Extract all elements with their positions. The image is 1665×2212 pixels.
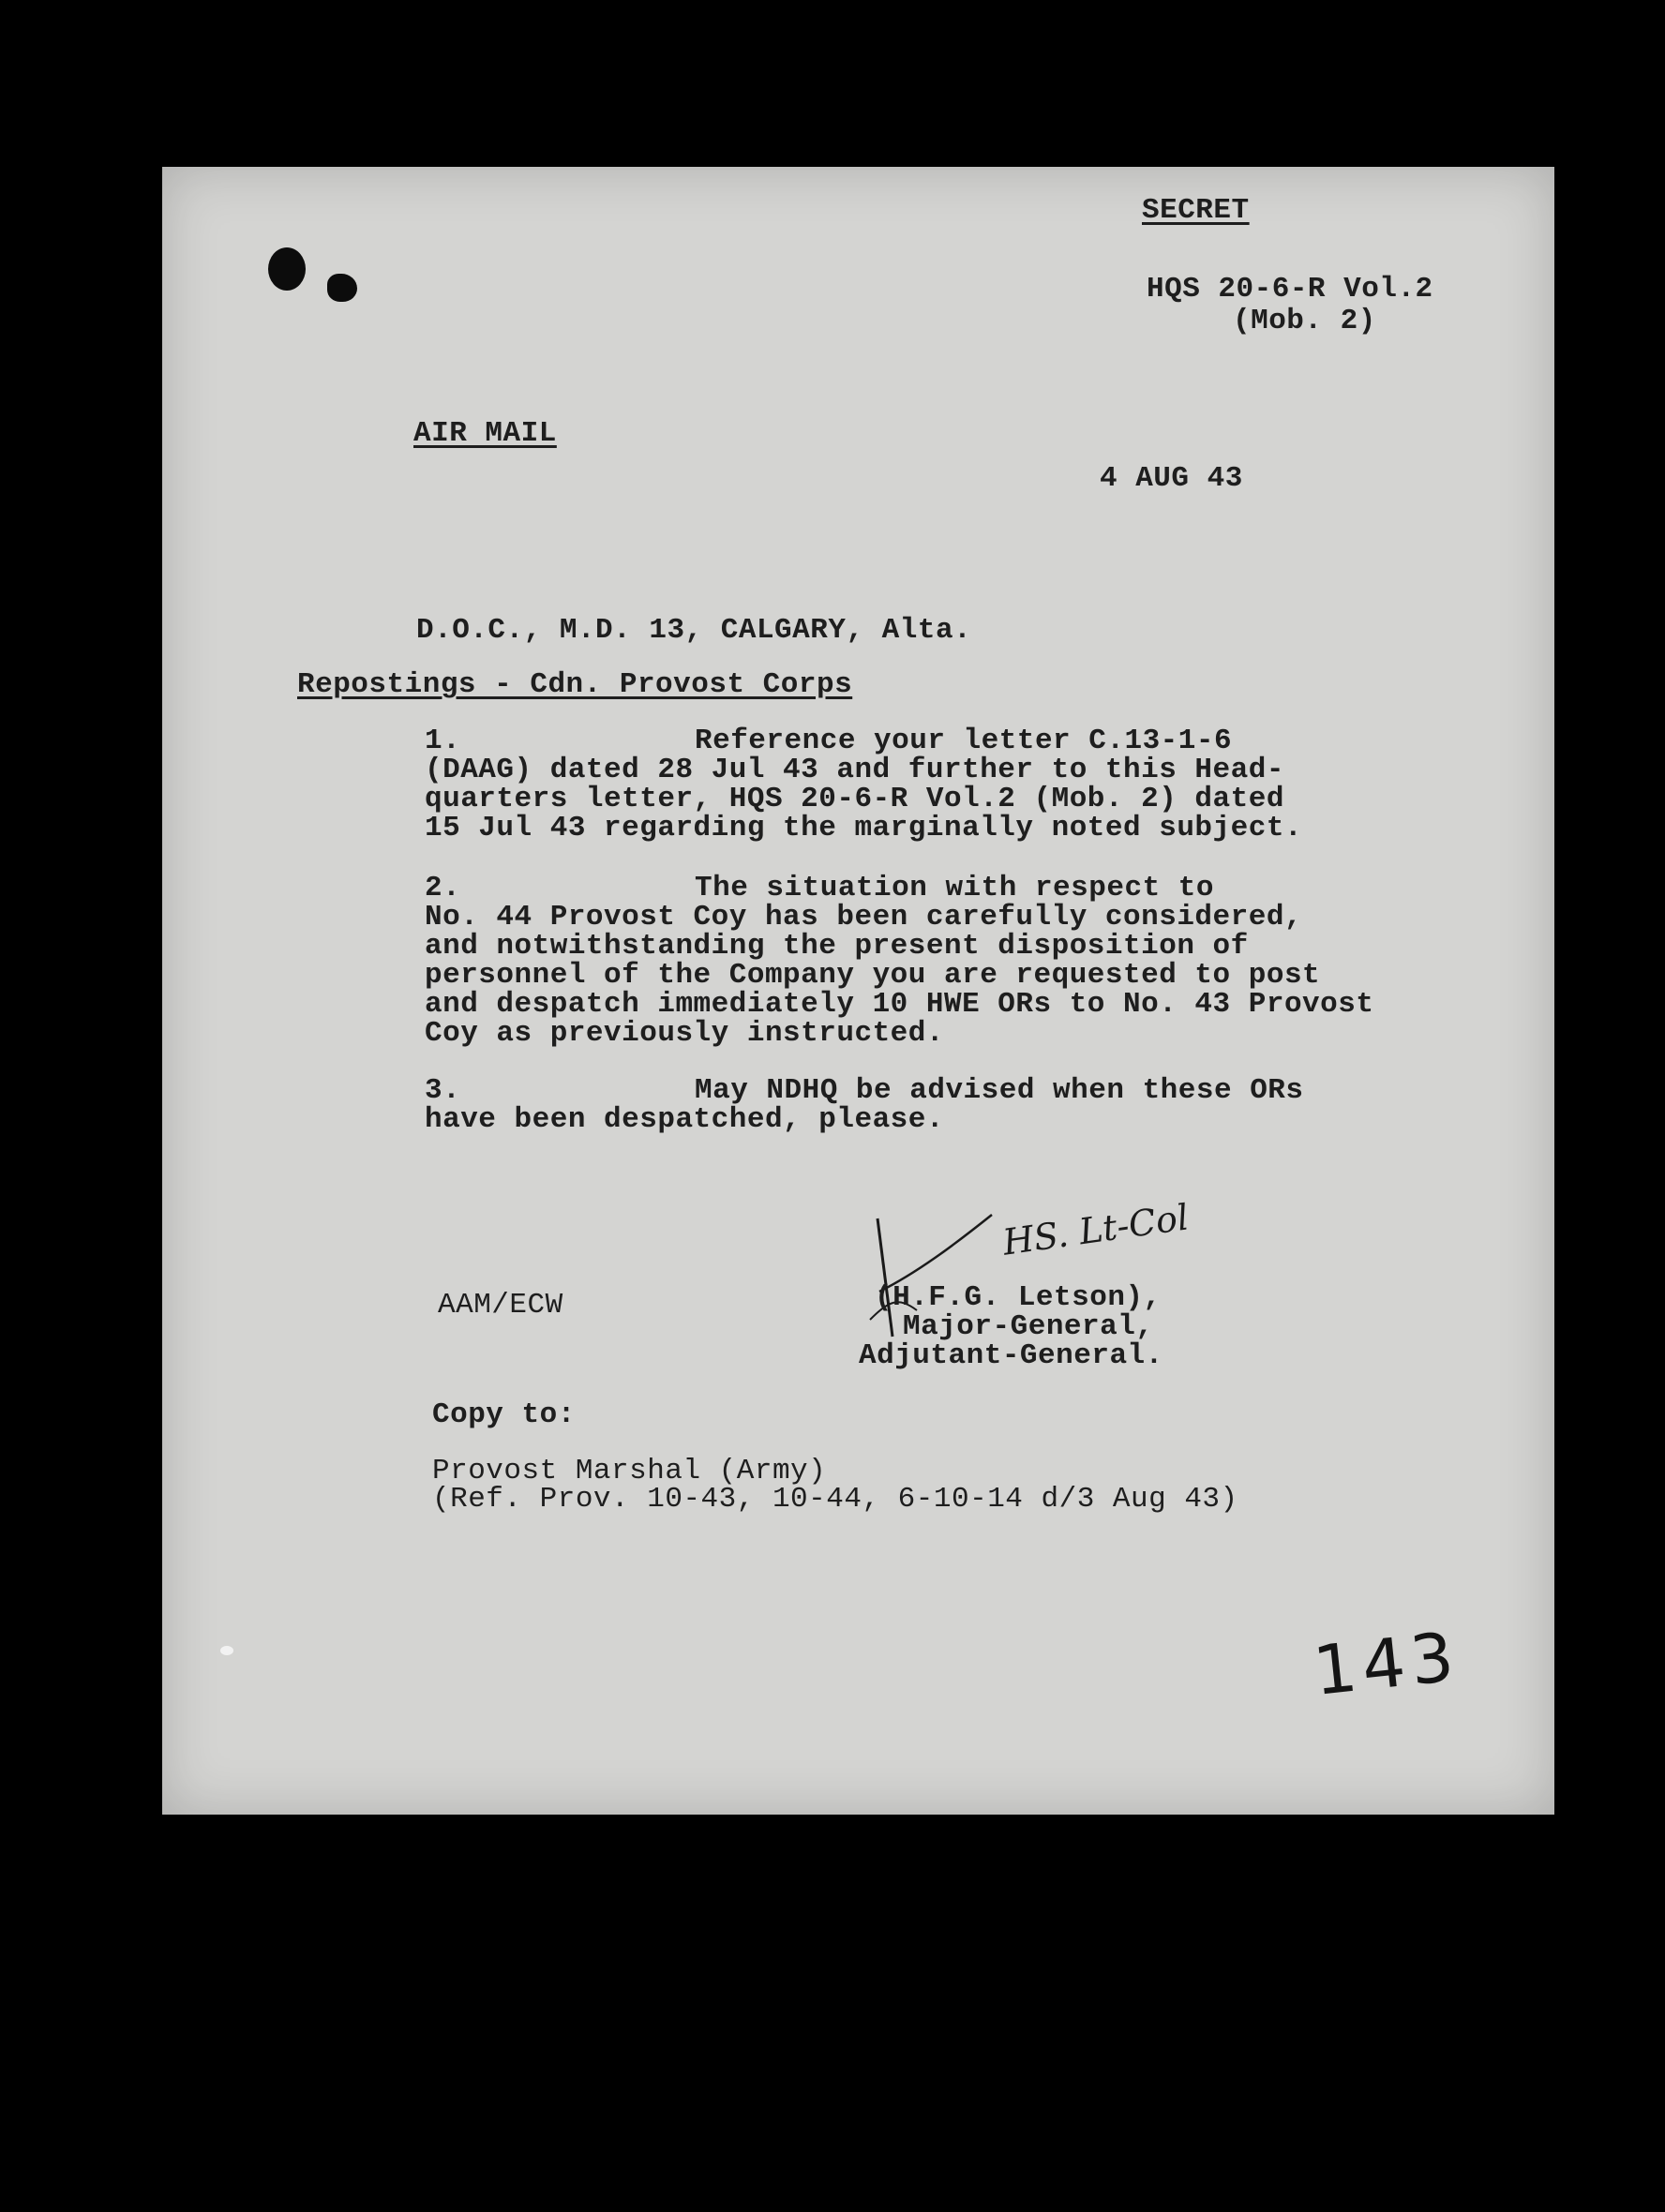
paragraph-text: Coy as previously instructed.	[425, 1017, 944, 1050]
paragraph-text: Reference your letter C.13-1-6	[695, 725, 1233, 757]
paragraph-text: have been despatched, please.	[425, 1103, 944, 1136]
file-reference: HQS 20-6-R Vol.2	[1147, 273, 1433, 306]
signatory-rank: Major-General,	[903, 1310, 1154, 1343]
paragraph-text: and despatch immediately 10 HWE ORs to No. 43 Provost	[425, 988, 1374, 1021]
letter-date: 4 AUG 43	[1100, 462, 1243, 495]
paragraph-text: (DAAG) dated 28 Jul 43 and further to this Head-	[425, 754, 1284, 786]
paragraph-text: quarters letter, HQS 20-6-R Vol.2 (Mob. 2) dated	[425, 783, 1284, 815]
classification-label: SECRET	[1142, 194, 1250, 227]
copy-to-reference: (Ref. Prov. 10-43, 10-44, 6-10-14 d/3 Aug 43)	[432, 1483, 1238, 1516]
paragraph-text: 15 Jul 43 regarding the marginally noted subject.	[425, 812, 1303, 844]
reference-initials: AAM/ECW	[438, 1289, 563, 1322]
paragraph-text: and notwithstanding the present disposition of	[425, 930, 1249, 963]
punch-hole-mark	[268, 247, 306, 291]
signature-handwriting: HS. Lt-Col	[999, 1196, 1192, 1263]
copy-to-label: Copy to:	[432, 1398, 576, 1431]
copy-to-recipient: Provost Marshal (Army)	[432, 1455, 827, 1487]
addressee: D.O.C., M.D. 13, CALGARY, Alta.	[416, 614, 972, 647]
letter-paper	[162, 167, 1554, 1815]
file-reference-sub: (Mob. 2)	[1233, 305, 1376, 337]
signatory-title: Adjutant-General.	[859, 1339, 1163, 1372]
paragraph-text: No. 44 Provost Coy has been carefully considered,	[425, 901, 1303, 934]
signatory-name: (H.F.G. Letson),	[875, 1281, 1162, 1314]
scan-speck	[220, 1646, 233, 1655]
subject-line: Repostings - Cdn. Provost Corps	[297, 668, 853, 701]
paragraph-text: May NDHQ be advised when these ORs	[695, 1074, 1304, 1107]
paragraph-number: 1.	[425, 725, 461, 757]
delivery-method: AIR MAIL	[413, 417, 557, 450]
paragraph-number: 2.	[425, 872, 461, 904]
paragraph-number: 3.	[425, 1074, 461, 1107]
paragraph-text: personnel of the Company you are requested to post	[425, 959, 1321, 992]
punch-hole-mark	[327, 274, 357, 302]
handwritten-page-number: 143	[1310, 1617, 1463, 1711]
paragraph-text: The situation with respect to	[695, 872, 1214, 904]
